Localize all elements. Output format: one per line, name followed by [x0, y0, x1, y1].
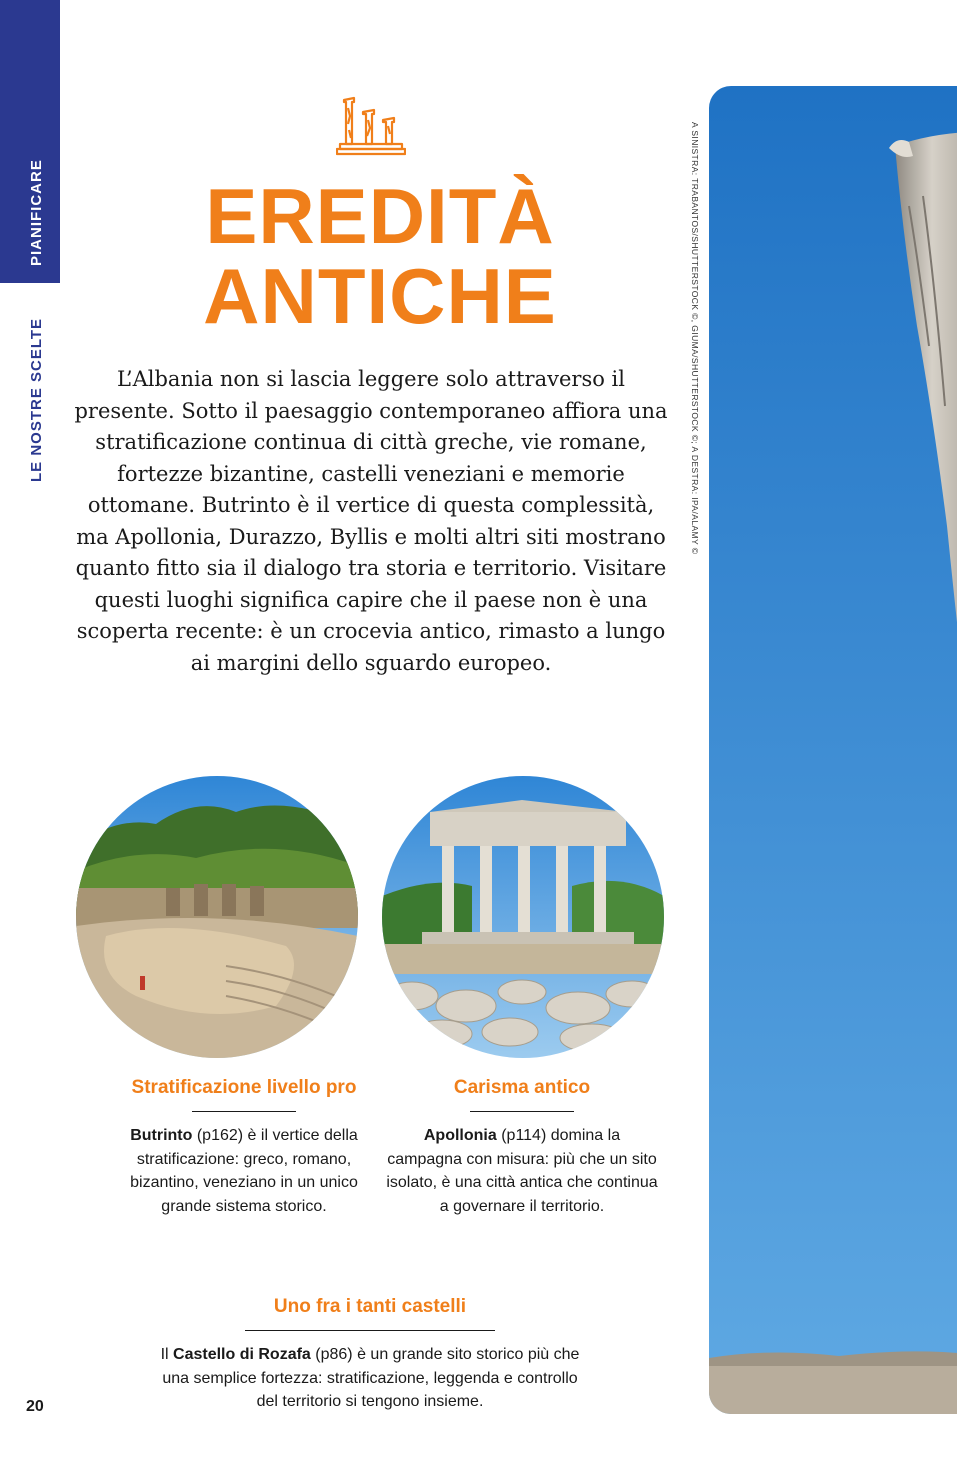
photo-credit: A SINISTRA: TRABANTOS/SHUTTERSTOCK ©, GIUMA/SHUTTERSTOCK ©; A DESTRA: IPA/ALAMY © — [690, 122, 700, 555]
card-title: Stratificazione livello pro — [131, 1077, 357, 1098]
card-apollonia — [372, 1077, 672, 1218]
column-ruin-photo — [709, 86, 957, 1414]
card-body — [386, 1124, 658, 1218]
site-name: Castello di Rozafa — [173, 1346, 311, 1363]
divider — [245, 1330, 495, 1331]
card-rozafa — [150, 1296, 590, 1414]
card-body — [150, 1343, 590, 1414]
site-name: Butrinto — [130, 1127, 193, 1144]
sidebar-section-label: LE NOSTRE SCELTE — [28, 317, 45, 482]
site-name: Apollonia — [423, 1127, 497, 1144]
card-prefix: Il — [160, 1346, 174, 1363]
butrinto-theatre-photo — [76, 776, 358, 1058]
card-butrinto — [78, 1077, 410, 1218]
card-body — [119, 1124, 369, 1218]
page-title-line1: EREDITÀ — [205, 172, 555, 260]
card-text: domina la campagna con misura: più che un sito isolato, è una città antica che continua a governare il territorio. — [386, 1127, 658, 1215]
page-ref: (p86) — [310, 1346, 353, 1363]
card-title: Carisma antico — [453, 1077, 591, 1098]
page-ref: (p114) — [496, 1127, 547, 1144]
page-ref: (p162) — [192, 1127, 244, 1144]
sidebar — [0, 0, 60, 1474]
ancient-ruins-icon — [336, 94, 406, 158]
intro-paragraph: L’Albania non si lascia leggere solo attraverso il presente. Sotto il paesaggio contemporaneo affiora una stratificazione continua di città greche, vie romane, fortezze bizantine, castelli veneziani e memorie ottomane. Butrinto è il vertice di questa complessità, ma Apollonia, Durazzo, Byllis e molti altri siti mostrano quanto fitto sia il dialogo tra storia e territorio. Visitare questi luoghi significa capire che il paese non è una scoperta recente: è un crocevia antico, rimasto a lungo ai margini dello sguardo europeo. — [74, 367, 668, 675]
card-text: è il vertice della stratificazione: greco, romano, bizantino, veneziano in un unico grande sistema storico. — [130, 1127, 358, 1215]
divider — [192, 1111, 296, 1112]
card-text: è un grande sito storico più che una semplice fortezza: stratificazione, leggenda e controllo del territorio si tengono insieme. — [162, 1346, 580, 1410]
divider — [470, 1111, 574, 1112]
page-title-line2: ANTICHE — [203, 252, 557, 340]
apollonia-monument-photo — [382, 776, 664, 1058]
sidebar-tab-label: PIANIFICARE — [28, 159, 45, 266]
card-title: Uno fra i tanti castelli — [273, 1296, 467, 1317]
page-number: 20 — [26, 1398, 44, 1415]
